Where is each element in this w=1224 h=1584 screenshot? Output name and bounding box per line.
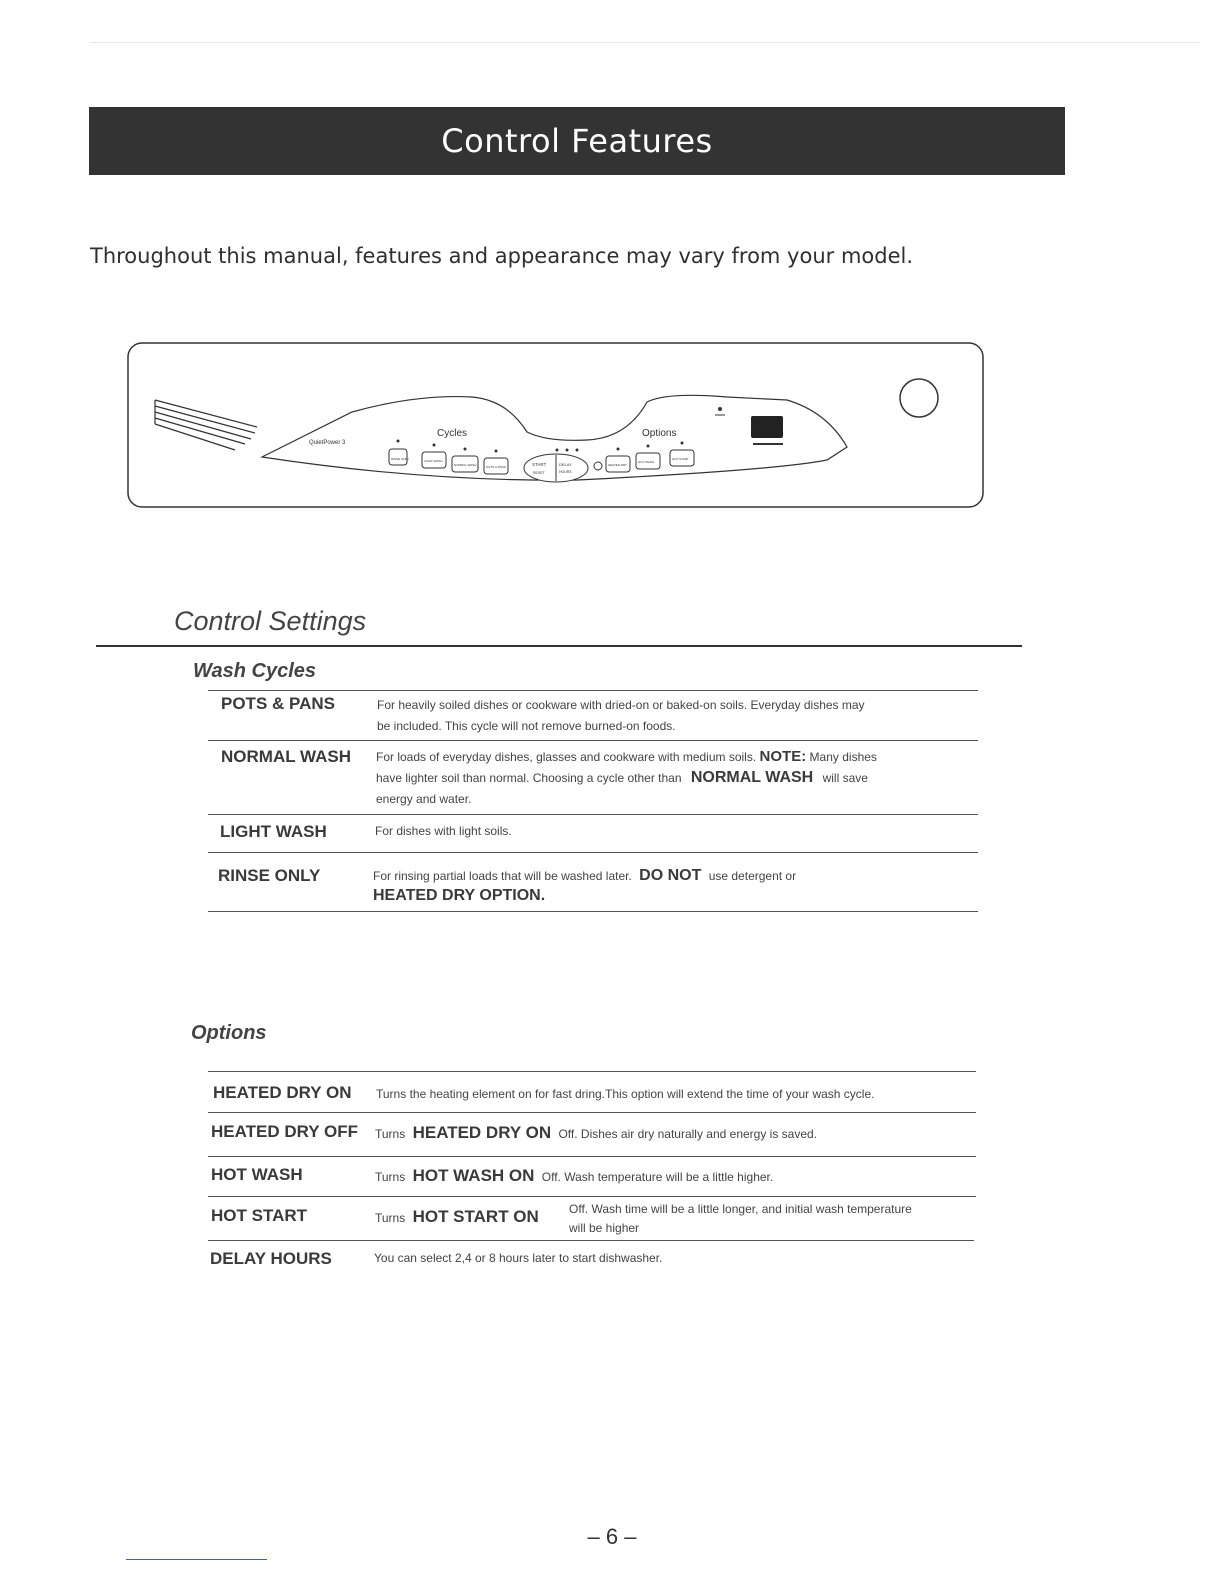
term-delay-hours: DELAY HOURS bbox=[210, 1249, 332, 1268]
control-panel-illustration bbox=[127, 342, 984, 508]
table-rule bbox=[208, 1156, 976, 1157]
table-rule bbox=[208, 740, 978, 741]
wash-cycles-title: Wash Cycles bbox=[193, 660, 317, 682]
desc-pots-pans-2: be included. This cycle will not remove burned-on foods. bbox=[377, 719, 676, 733]
term-heated-dry-off: HEATED DRY OFF bbox=[211, 1122, 359, 1141]
desc-rinse-only-1: For rinsing partial loads that will be washed later. DO NOT use detergent or bbox=[373, 867, 797, 884]
options-label: Options bbox=[642, 428, 677, 439]
svg-text:DELAY: DELAY bbox=[559, 462, 572, 467]
table-rule bbox=[208, 690, 978, 691]
svg-text:NORMAL WASH: NORMAL WASH bbox=[454, 463, 477, 467]
table-rule bbox=[208, 911, 978, 912]
svg-text:HEATED DRY: HEATED DRY bbox=[608, 463, 628, 467]
desc-hot-start-2: will be higher bbox=[569, 1221, 640, 1235]
desc-hot-start-turns: Turns HOT START ON bbox=[375, 1207, 539, 1226]
svg-text:LIGHT WASH: LIGHT WASH bbox=[424, 459, 443, 463]
term-hot-start: HOT START bbox=[211, 1206, 308, 1225]
svg-text:RINSE ONLY: RINSE ONLY bbox=[391, 457, 409, 461]
banner-title: Control Features bbox=[441, 122, 713, 160]
control-settings-rule bbox=[96, 645, 1022, 647]
top-rule bbox=[90, 42, 1200, 43]
term-hot-wash: HOT WASH bbox=[211, 1165, 303, 1184]
desc-rinse-only-2: HEATED DRY OPTION. bbox=[373, 887, 546, 904]
control-panel-drawing bbox=[127, 342, 984, 508]
control-settings-title: Control Settings bbox=[174, 606, 367, 636]
footer-rule bbox=[126, 1559, 267, 1560]
desc-delay-hours: You can select 2,4 or 8 hours later to start dishwasher. bbox=[374, 1251, 663, 1265]
cycles-label: Cycles bbox=[437, 428, 468, 439]
term-normal-wash: NORMAL WASH bbox=[221, 747, 352, 766]
term-pots-pans: POTS & PANS bbox=[221, 694, 335, 713]
page-number: – 6 – bbox=[587, 1524, 637, 1549]
table-rule bbox=[208, 852, 978, 853]
term-rinse-only: RINSE ONLY bbox=[218, 866, 321, 885]
desc-light-wash: For dishes with light soils. bbox=[375, 824, 512, 838]
svg-text:HOT START: HOT START bbox=[672, 457, 689, 461]
svg-text:HOT WASH: HOT WASH bbox=[638, 460, 655, 464]
table-rule bbox=[208, 1196, 976, 1197]
table-rule bbox=[208, 1071, 976, 1072]
desc-heated-dry-off: Turns HEATED DRY ON Off. Dishes air dry naturally and energy is saved. bbox=[375, 1123, 818, 1142]
desc-normal-wash-3: energy and water. bbox=[376, 792, 472, 806]
desc-hot-wash: Turns HOT WASH ON Off. Wash temperature will be a little higher. bbox=[375, 1166, 774, 1185]
svg-text:START: START bbox=[532, 462, 547, 467]
table-rule bbox=[208, 814, 978, 815]
desc-hot-start-1: Off. Wash time will be a little longer, and initial wash temperature bbox=[569, 1202, 912, 1216]
svg-text:POTS & PANS: POTS & PANS bbox=[486, 465, 506, 469]
desc-normal-wash-1: For loads of everyday dishes, glasses and cookware with medium soils. NOTE: Many dishes bbox=[376, 748, 877, 765]
section-banner bbox=[89, 107, 1065, 175]
brand-label: QuietPower 3 bbox=[309, 440, 346, 446]
term-heated-dry-on: HEATED DRY ON bbox=[213, 1083, 352, 1102]
options-title: Options bbox=[191, 1022, 267, 1044]
table-rule bbox=[208, 1240, 974, 1241]
term-light-wash: LIGHT WASH bbox=[220, 822, 327, 841]
intro-text: Throughout this manual, features and appearance may vary from your model. bbox=[90, 244, 914, 268]
desc-normal-wash-2: have lighter soil than normal. Choosing a cycle other than NORMAL WASH will save bbox=[376, 769, 868, 786]
table-rule bbox=[208, 1112, 976, 1113]
power-knob-icon bbox=[900, 379, 938, 417]
desc-pots-pans-1: For heavily soiled dishes or cookware with dried-on or baked-on soils. Everyday dishes may bbox=[377, 698, 865, 712]
svg-text:RESET: RESET bbox=[533, 471, 545, 475]
display-window bbox=[751, 416, 783, 438]
desc-heated-dry-on: Turns the heating element on for fast dring.This option will extend the time of your wash cycle. bbox=[376, 1087, 875, 1101]
svg-text:HOURS: HOURS bbox=[559, 470, 572, 474]
